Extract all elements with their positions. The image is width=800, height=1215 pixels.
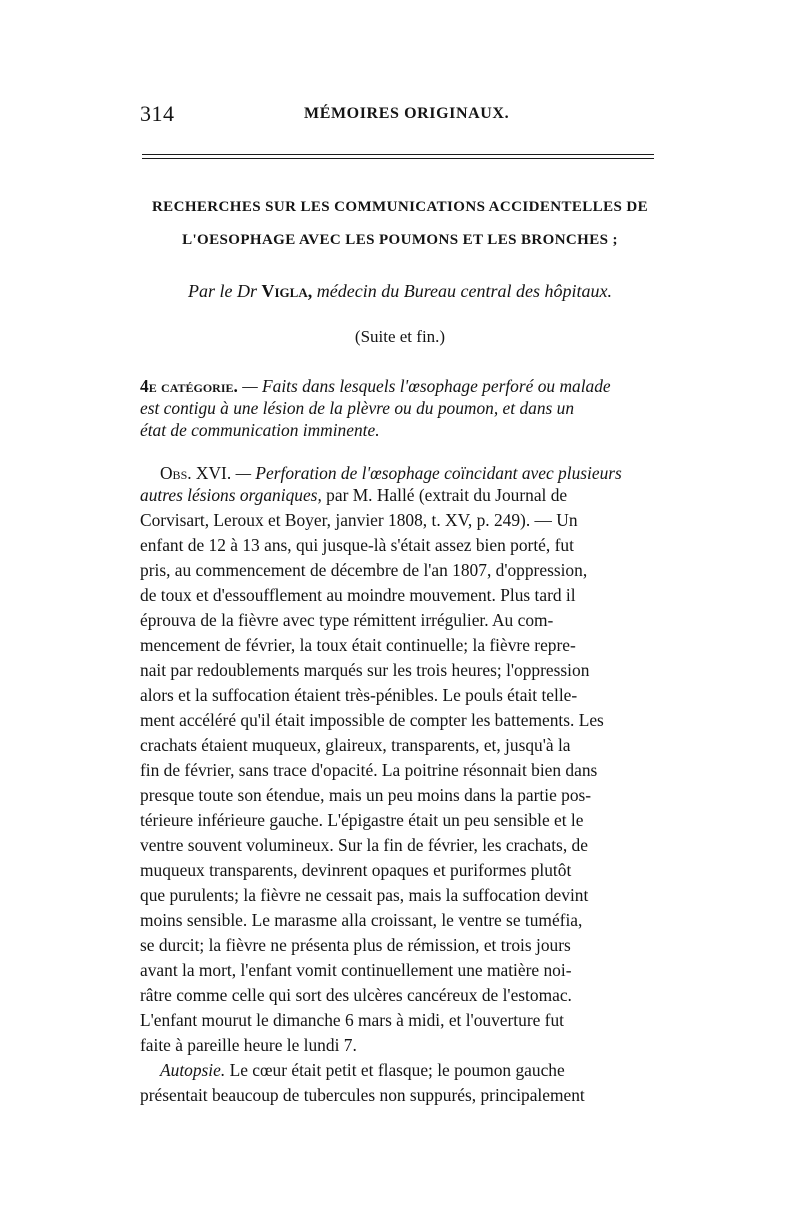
category-line: est contigu à une lésion de la plèvre ou du poumon, et dans un <box>140 398 575 418</box>
running-title: MÉMOIRES ORIGINAUX. <box>304 105 510 122</box>
body-line: de toux et d'essoufflement au moindre mouvement. Plus tard il <box>140 585 576 605</box>
autopsy-text: Le cœur était petit et flasque; le poumon gauche <box>229 1060 565 1080</box>
byline <box>138 281 662 302</box>
article-title-line-2: L'OESOPHAGE AVEC LES POUMONS ET LES BRONCHES ; <box>182 232 618 248</box>
body-line: L'enfant mourut le dimanche 6 mars à midi, et l'ouverture fut <box>140 1010 564 1030</box>
observation-label: Obs. XVI. <box>160 463 232 483</box>
body-line: enfant de 12 à 13 ans, qui jusque-là s'était assez bien porté, fut <box>140 535 574 555</box>
observation-title: autres lésions organiques, <box>140 485 322 505</box>
category-heading <box>140 376 660 397</box>
byline-prefix: Par le Dr <box>188 281 257 301</box>
body-line: se durcit; la fièvre ne présenta plus de rémission, et trois jours <box>140 935 571 955</box>
body-line: térieure inférieure gauche. L'épigastre était un peu sensible et le <box>140 810 584 830</box>
article-title-line-1: RECHERCHES SUR LES COMMUNICATIONS ACCIDENTELLES DE <box>151 199 649 215</box>
body-line: crachats étaient muqueux, glaireux, transparents, et, jusqu'à la <box>140 735 571 755</box>
header-rule-top <box>142 154 654 155</box>
body-line: avant la mort, l'enfant vomit continuellement une matière noi- <box>140 960 572 980</box>
body-line: Corvisart, Leroux et Boyer, janvier 1808, t. XV, p. 249). — Un <box>140 510 578 530</box>
autopsy-label: Autopsie. <box>160 1060 226 1080</box>
body-line: presque toute son étendue, mais un peu moins dans la partie pos- <box>140 785 592 805</box>
autopsy-line <box>160 1060 660 1081</box>
body-line: éprouva de la fièvre avec type rémittent irrégulier. Au com- <box>140 610 554 630</box>
body-line: râtre comme celle qui sort des ulcères cancéreux de l'estomac. <box>140 985 572 1005</box>
continuation-note: (Suite et fin.) <box>354 327 446 346</box>
body-line: mencement de février, la toux était continuelle; la fièvre repre- <box>140 635 576 655</box>
observation-title: — Perforation de l'œsophage coïncidant avec plusieurs <box>235 463 622 483</box>
category-line: — Faits dans lesquels l'œsophage perforé ou malade <box>242 376 611 396</box>
body-line: pris, au commencement de décembre de l'an 1807, d'oppression, <box>140 560 588 580</box>
body-line: ventre souvent volumineux. Sur la fin de février, les crachats, de <box>140 835 588 855</box>
author-name: Vigla, <box>261 281 313 301</box>
body-line: fin de février, sans trace d'opacité. La poitrine résonnait bien dans <box>140 760 598 780</box>
header-rule-bottom <box>142 158 654 159</box>
body-line: faite à pareille heure le lundi 7. <box>140 1035 357 1055</box>
body-line: que purulents; la fièvre ne cessait pas, mais la suffocation devint <box>140 885 589 905</box>
body-line: muqueux transparents, devinrent opaques et puriformes plutôt <box>140 860 572 880</box>
observation-source: par M. Hallé (extrait du Journal de <box>326 485 568 505</box>
observation-title-continued <box>140 485 660 506</box>
body-line: ment accéléré qu'il était impossible de compter les battements. Les <box>140 710 604 730</box>
body-line: présentait beaucoup de tubercules non suppurés, principalement <box>140 1085 585 1105</box>
body-line: nait par redoublements marqués sur les trois heures; l'oppression <box>140 660 590 680</box>
running-head <box>140 101 660 129</box>
author-affiliation: médecin du Bureau central des hôpitaux. <box>316 281 612 301</box>
page-number: 314 <box>140 101 175 126</box>
observation-heading <box>160 463 660 484</box>
category-line: état de communication imminente. <box>140 420 380 440</box>
body-line: alors et la suffocation étaient très-pénibles. Le pouls était telle- <box>140 685 578 705</box>
body-line: moins sensible. Le marasme alla croissant, le ventre se tuméfia, <box>140 910 583 930</box>
category-label: 4e catégorie. <box>140 376 238 396</box>
